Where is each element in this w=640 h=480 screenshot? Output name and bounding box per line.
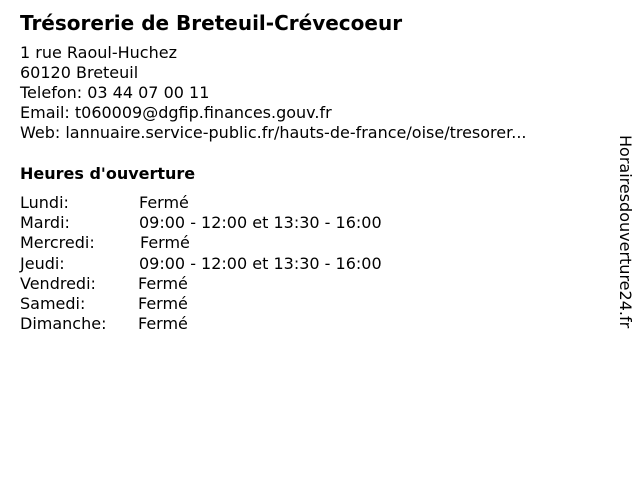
day-hours: Fermé [140, 233, 190, 253]
site-brand [615, 135, 635, 375]
email-address: Email: t060009@dgfip.finances.gouv.fr [20, 103, 332, 122]
day-hours: Fermé [138, 293, 188, 313]
day-hours: Fermé [138, 314, 188, 334]
page-title: Trésorerie de Breteuil-Crévecoeur [20, 11, 403, 35]
day-label: Vendredi: [20, 273, 96, 293]
day-hours: Fermé [139, 193, 189, 212]
city-address: 60120 Breteuil [20, 63, 139, 82]
day-label: Samedi: [20, 293, 86, 313]
day-label: Dimanche: [20, 314, 107, 334]
day-hours: Fermé [138, 273, 188, 293]
day-label: Mercredi: [20, 233, 95, 253]
day-label: Lundi: [20, 193, 69, 212]
website-link: Web: lannuaire.service-public.fr/hauts-de-france/oise/tresorer... [20, 123, 527, 142]
day-hours: 09:00 - 12:00 et 13:30 - 16:00 [139, 213, 382, 233]
day-label: Mardi: [20, 213, 70, 233]
day-label: Jeudi: [20, 253, 65, 273]
hours-heading: Heures d'ouverture [20, 164, 196, 183]
site-brand-text: Horairesdouverture24.fr [616, 135, 635, 329]
contact-info [20, 43, 527, 143]
phone-number: Telefon: 03 44 07 00 11 [20, 83, 210, 102]
day-hours: 09:00 - 12:00 et 13:30 - 16:00 [139, 253, 382, 273]
street-address: 1 rue Raoul-Huchez [20, 43, 177, 62]
